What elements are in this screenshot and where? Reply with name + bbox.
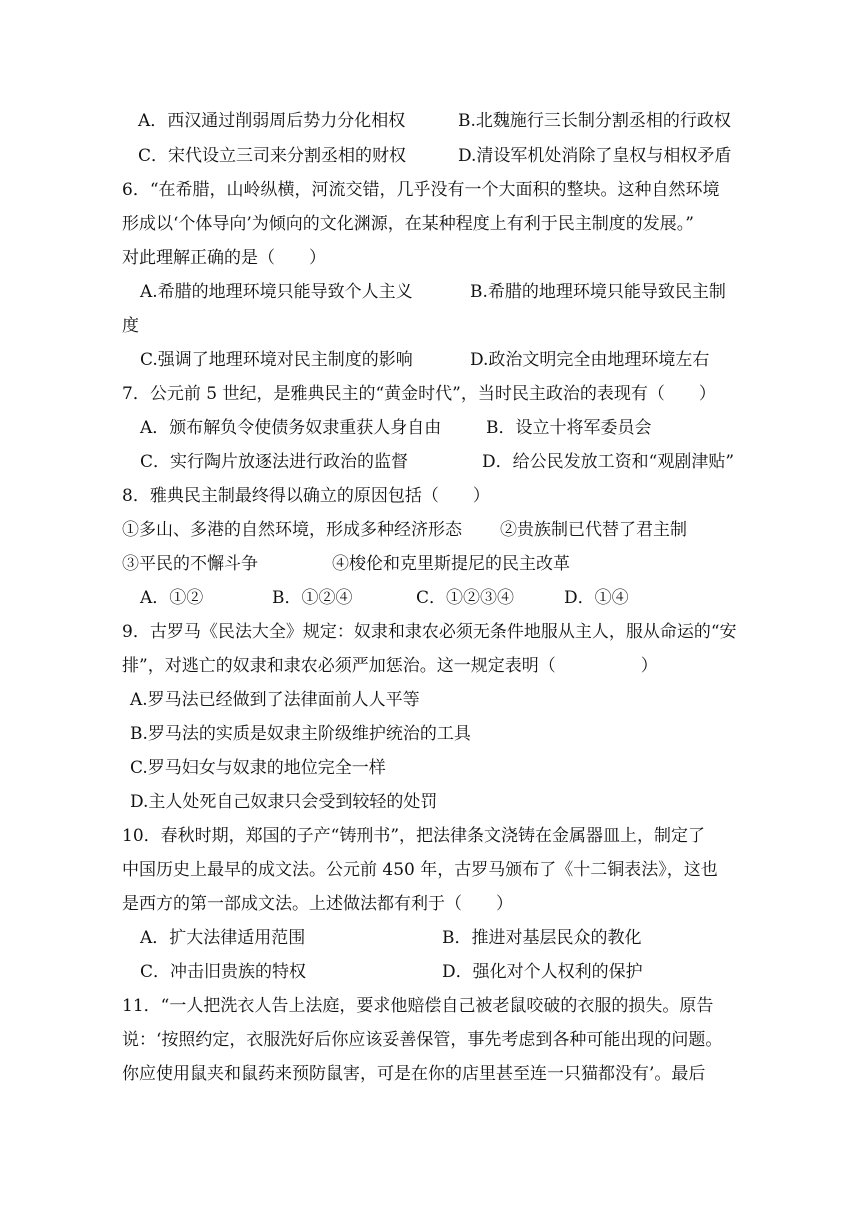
q6-option-c: C.强调了地理环境对民主制度的影响 [140, 350, 413, 370]
q7-option-c: C．实行陶片放逐法进行政治的监督 [140, 452, 409, 472]
q8-option-c: C．①②③④ [416, 588, 515, 608]
q10-option-d: D．强化对个人权利的保护 [442, 962, 643, 982]
q8-item-1: ①多山、多港的自然环境，形成多种经济形态 [122, 520, 462, 540]
q10-option-b: B．推进对基层民众的教化 [442, 928, 642, 948]
q6-option-b: B.希腊的地理环境只能导致民主制 [470, 282, 726, 302]
q9-option-a: A.罗马法已经做到了法律面前人人平等 [130, 690, 420, 710]
q10-stem-line-1: 10．春秋时期，郑国的子产“铸刑书”，把法律条文浇铸在金属器皿上，制定了 [122, 826, 706, 846]
q9-stem-line-1: 9．古罗马《民法大全》规定：奴隶和隶农必须无条件地服从主人，服从命运的“安 [122, 622, 737, 642]
q7-stem: 7．公元前 5 世纪，是雅典民主的“黄金时代”，当时民主政治的表现有（ ） [122, 384, 716, 404]
q9-option-c: C.罗马妇女与奴隶的地位完全一样 [130, 758, 386, 778]
q8-stem: 8．雅典民主制最终得以确立的原因包括（ ） [122, 486, 490, 506]
q6-stem-line-2: 形成以‘个体导向’为倾向的文化渊源，在某种程度上有利于民主制度的发展。” [122, 214, 694, 234]
q11-stem-line-1: 11．“一人把洗衣人告上法庭，要求他赔偿自己被老鼠咬破的衣服的损失。原告 [122, 996, 714, 1016]
q11-stem-line-3: 你应使用鼠夹和鼠药来预防鼠害，可是在你的店里甚至连一只猫都没有’。最后 [122, 1064, 706, 1084]
q10-option-c: C．冲击旧贵族的特权 [140, 962, 307, 982]
q9-stem-line-2: 排”，对逃亡的奴隶和隶农必须严加惩治。这一规定表明（ ） [122, 656, 658, 676]
q6-option-a: A.希腊的地理环境只能导致个人主义 [140, 282, 413, 302]
q6-option-b-cont: 度 [122, 316, 139, 336]
q10-stem-line-3: 是西方的第一部成文法。上述做法都有利于（ ） [122, 894, 513, 914]
q7-option-d: D．给公民发放工资和“观剧津贴” [482, 452, 735, 472]
q10-stem-line-2: 中国历史上最早的成文法。公元前 450 年，古罗马颁布了《十二铜表法》，这也 [122, 860, 718, 880]
q8-option-d: D．①④ [564, 588, 629, 608]
q8-option-a: A．①② [140, 588, 204, 608]
prev-option-d: D.清设军机处消除了皇权与相权矛盾 [458, 146, 732, 166]
prev-option-b: B.北魏施行三长制分割丞相的行政权 [458, 111, 731, 131]
q8-option-b: B．①②④ [272, 588, 353, 608]
prev-option-c: C．宋代设立三司来分割丞相的财权 [138, 146, 407, 166]
q9-option-b: B.罗马法的实质是奴隶主阶级维护统治的工具 [130, 724, 471, 744]
q7-option-b: B．设立十将军委员会 [486, 418, 652, 438]
q6-option-d: D.政治文明完全由地理环境左右 [470, 350, 710, 370]
q6-stem-line-1: 6．“在希腊，山岭纵横，河流交错，几乎没有一个大面积的整块。这种自然环境 [122, 180, 720, 200]
q10-option-a: A．扩大法律适用范围 [140, 928, 306, 948]
q8-item-4: ④梭伦和克里斯提尼的民主改革 [332, 554, 570, 574]
prev-option-a: A．西汉通过削弱周后势力分化相权 [138, 111, 406, 131]
q7-option-a: A．颁布解负令使债务奴隶重获人身自由 [140, 418, 442, 438]
q8-item-3: ③平民的不懈斗争 [122, 554, 258, 574]
q6-stem-line-3: 对此理解正确的是（ ） [122, 248, 326, 268]
q9-option-d: D.主人处死自己奴隶只会受到较轻的处罚 [130, 792, 438, 812]
q8-item-2: ②贵族制已代替了君主制 [500, 520, 687, 540]
q11-stem-line-2: 说：‘按照约定，衣服洗好后你应该妥善保管，事先考虑到各种可能出现的问题。 [122, 1030, 723, 1050]
